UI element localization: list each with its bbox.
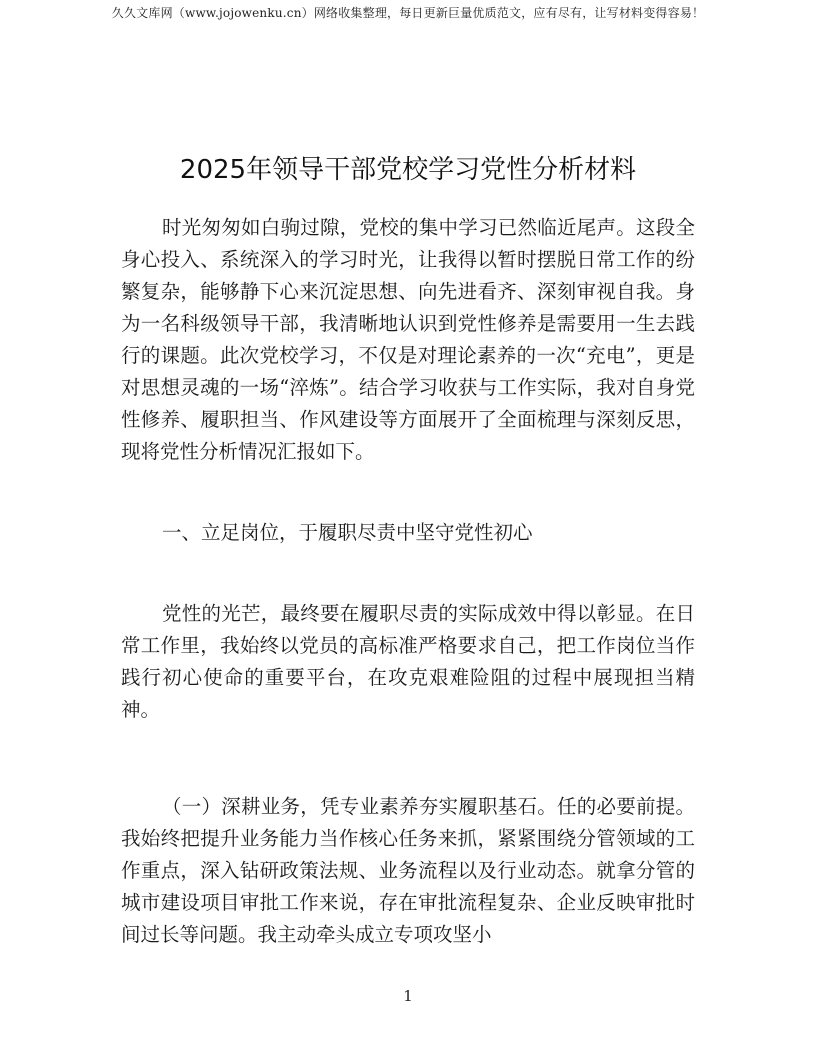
section-paragraph: 党性的光芒，最终要在履职尽责的实际成效中得以彰显。在日常工作里，我始终以党员的高标准严格要求自己，把工作岗位当作践行初心使命的重要平台，在攻克艰难险阻的过程中展现担当精神。	[121, 602, 695, 721]
intro-paragraph: 时光匆匆如白驹过隙，党校的集中学习已然临近尾声。这段全身心投入、系统深入的学习时光，让我得以暂时摆脱日常工作的纷繁复杂，能够静下心来沉淀思想、向先进看齐、深刻审视自我。身为一名科级领导干部，我清晰地认识到党性修养是需要用一生去践行的课题。此次党校学习，不仅是对理论素养的一次“充电”，更是对思想灵魂的一场“淬炼”。结合学习收获与工作实际，我对自身党性修养、履职担当、作风建设等方面展开了全面梳理与深刻反思，现将党性分析情况汇报如下。	[121, 216, 695, 463]
header-note: 久久文库网（www.jojowenku.cn）网络收集整理，每日更新巨量优质范文，应有尽有，让写材料变得容易！	[111, 6, 705, 20]
page-title: 2025年领导干部党校学习党性分析材料	[179, 155, 637, 185]
subsection-paragraph: （一）深耕业务，凭专业素养夯实履职基石。任的必要前提。我始终把提升业务能力当作核心任务来抓，紧紧围绕分管领域的工作重点，深入钻研政策法规、业务流程以及行业动态。就拿分管的城市建设项目审批工作来说，存在审批流程复杂、企业反映审批时间过长等问题。我主动牵头成立专项攻坚小	[121, 795, 695, 946]
page-number: 1	[403, 987, 413, 1005]
section-heading: 一、立足岗位，于履职尽责中坚守党性初心	[162, 521, 533, 544]
